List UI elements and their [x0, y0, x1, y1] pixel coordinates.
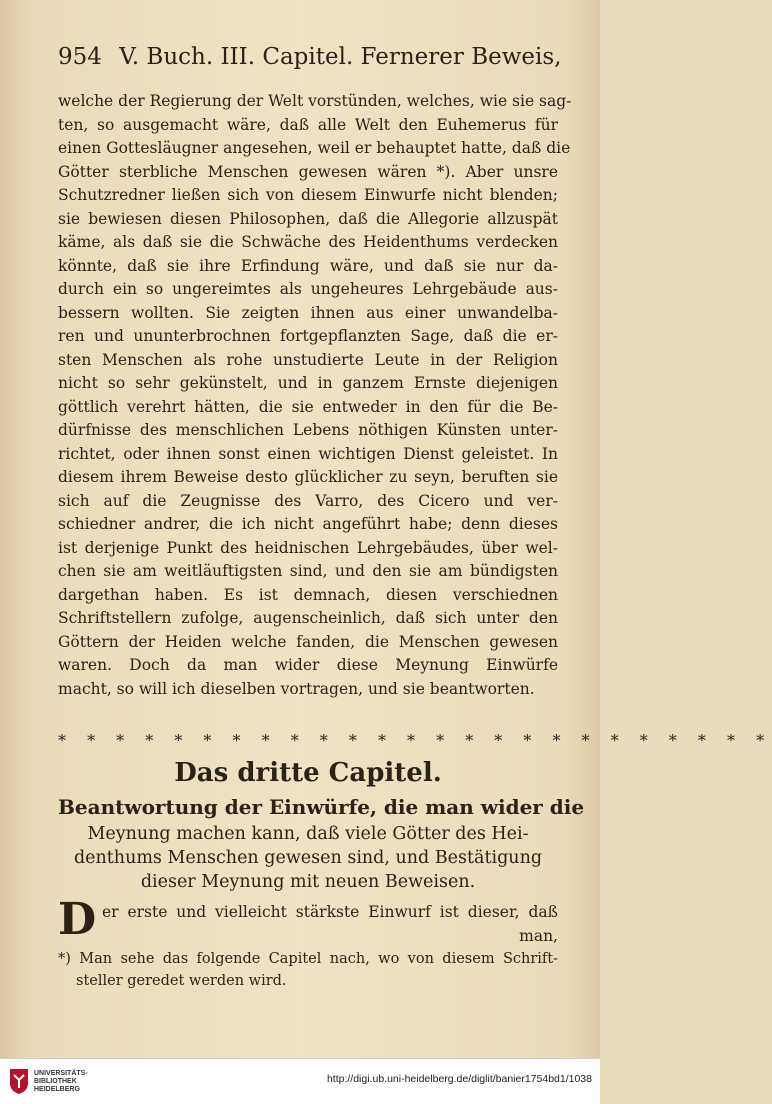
subtitle-line: denthums Menschen gewesen sind, und Bestätigung [73, 848, 543, 868]
running-title: V. Buch. III. Capitel. Fernerer Beweis, [119, 44, 562, 70]
text-line: sie bewiesen diesen Philosophen, daß die Allegorie allzuspät [58, 209, 558, 228]
drop-cap: D [58, 894, 97, 945]
text-line: richtet, oder ihnen sonst einen wichtigen Dienst geleistet. In [58, 444, 558, 463]
page-number: 954 [58, 44, 102, 70]
footnote [58, 948, 558, 992]
text-line: käme, als daß sie die Schwäche des Heidenthums verdecken [58, 233, 558, 251]
source-url-link[interactable]: http://digi.ub.uni-heidelberg.de/diglit/banier1754bd1/1038 [326, 1073, 592, 1085]
text-line: waren. Doch da man wider diese Meynung Einwürfe [58, 656, 558, 674]
text-line: einen Gottesläugner angesehen, weil er behauptet hatte, daß die [58, 139, 571, 157]
text-line: Götter sterbliche Menschen gewesen wären *). Aber unsre [58, 162, 558, 181]
text-line: könnte, daß sie ihre Erfindung wäre, und daß sie nur da- [58, 256, 558, 275]
university-seal-icon [8, 1067, 30, 1095]
text-line: dürfnisse des menschlichen Lebens nöthigen Künsten unter- [58, 421, 558, 439]
text-line: sten Menschen als rohe unstudierte Leute in der Religion [58, 350, 558, 369]
footnote-line: *) Man sehe das folgende Capitel nach, wo von diesem Schrift- [58, 951, 558, 967]
text-line: dargethan haben. Es ist demnach, diesen verschiednen [58, 585, 558, 604]
library-line: HEIDELBERG [34, 1086, 80, 1093]
text-line: Göttern der Heiden welche fanden, die Menschen gewesen [58, 632, 558, 651]
library-line: UNIVERSITÄTS- [34, 1070, 88, 1077]
text-line: sich auf die Zeugnisse des Varro, des Cicero und ver- [58, 491, 558, 510]
footnote-line: steller geredet werden wird. [76, 973, 287, 989]
subtitle-line: dieser Meynung mit neuen Beweisen. [140, 872, 476, 892]
text-line: ist derjenige Punkt des heidnischen Lehrgebäudes, über wel- [58, 538, 558, 557]
text-line: ten, so ausgemacht wäre, daß alle Welt den Euhemerus für [58, 115, 558, 134]
text-line: göttlich verehrt hätten, die sie entweder in den für die Be- [58, 397, 558, 416]
text-line: nicht so sehr gekünstelt, und in ganzem Ernste diejenigen [58, 374, 558, 392]
opening-line: er erste und vielleicht stärkste Einwurf ist dieser, daß [102, 903, 558, 921]
viewer-footer [0, 1058, 600, 1104]
text-line: chen sie am weitläuftigsten sind, und den sie am bündigsten [58, 562, 558, 580]
text-line: Schriftstellern zufolge, augenscheinlich, daß sich unter den [58, 609, 558, 627]
chapter-title: Das dritte Capitel. [174, 758, 442, 788]
chapter-subtitle [58, 792, 585, 894]
library-name [34, 1070, 88, 1094]
subtitle-line: Meynung machen kann, daß viele Götter des Hei- [87, 824, 529, 844]
body-text [58, 90, 572, 701]
text-line: macht, so will ich dieselben vortragen, und sie beantworten. [58, 679, 535, 698]
text-line: ren und ununterbrochnen fortgepflanzten Sage, daß die er- [58, 327, 558, 345]
chapter-opening [58, 894, 558, 948]
text-line: diesem ihrem Beweise desto glücklicher zu seyn, beruften sie [58, 468, 558, 486]
section-separator: * * * * * * * * * * * * * * * * * * * * * * * * * [58, 731, 772, 750]
subtitle-line: Beantwortung der Einwürfe, die man wider die [58, 795, 585, 819]
text-line: bessern wollten. Sie zeigten ihnen aus einer unwandelba- [58, 303, 558, 322]
catchword: man, [519, 927, 558, 945]
text-line: welche der Regierung der Welt vorstünden, welches, wie sie sag- [58, 92, 572, 110]
text-line: Schutzredner ließen sich von diesem Einwurfe nicht blenden; [58, 186, 558, 204]
library-line: BIBLIOTHEK [34, 1078, 77, 1085]
text-line: schiedner andrer, die ich nicht angeführt habe; denn dieses [58, 515, 558, 533]
running-header [58, 42, 562, 72]
text-line: durch ein so ungereimtes als ungeheures Lehrgebäude aus- [58, 280, 558, 298]
